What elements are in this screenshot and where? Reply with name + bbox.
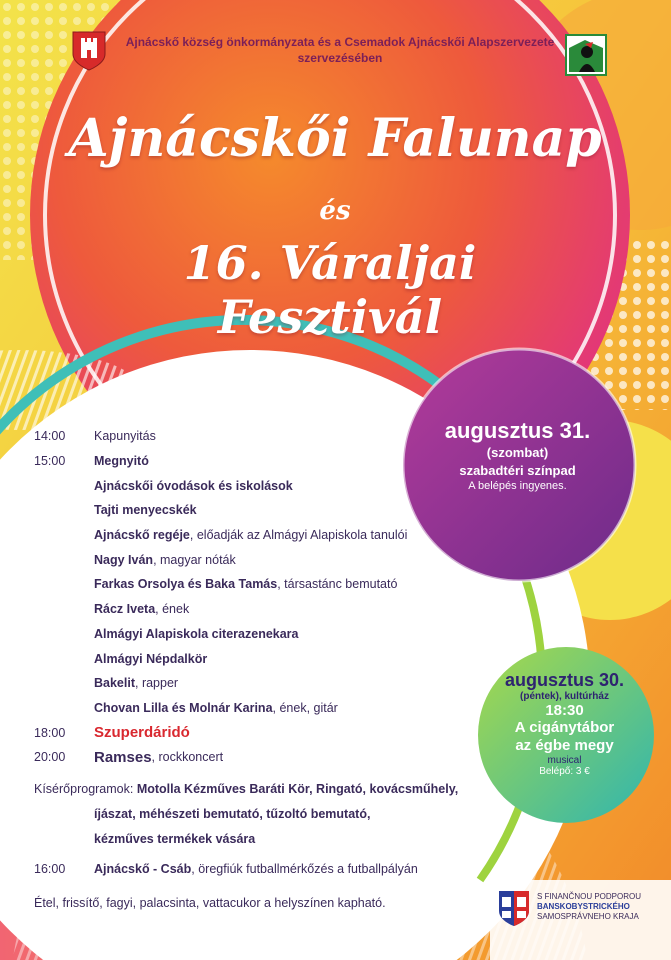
csemadok-logo-icon [565,34,607,76]
program-act: Rácz Iveta [94,602,156,617]
side-programs [34,777,474,852]
program-act: Almágyi Alapiskola citerazenekara [94,626,299,641]
organizer-line1: Ajnácskő község önkormányzata és a Csemadok Ajnácskői Alapszervezete [125,35,555,49]
evening-act-1: Szuperdáridó [94,724,190,742]
organizer-line2: szervezésében [297,51,383,65]
evening-act-2-detail: , rockkoncert [151,750,224,765]
program-row [34,449,464,474]
program-row [34,671,464,696]
sponsor-text [537,892,641,922]
program-row [34,572,464,597]
evening-time-1: 18:00 [34,725,66,740]
program-act: Almágyi Népdalkör [94,651,208,666]
program-detail: , előadják az Almágyi Alapiskola tanulói [189,528,408,543]
program-detail: Kapunyitás [94,429,156,444]
program-time: 14:00 [34,429,66,444]
pre-event-info [487,670,642,777]
program-act: Tajti menyecskék [94,503,197,518]
main-event-venue: szabadtéri színpad [459,463,576,478]
football-detail: , öregfiúk futballmérkőzés a futballpályán [191,862,418,876]
pre-event-time: 18:30 [545,702,584,719]
organizer-text [115,34,565,66]
main-event-day: (szombat) [486,445,549,460]
program-act: Nagy Iván [94,552,154,567]
program-row [34,523,464,548]
title-line1: Ajnácskői Falunap [68,108,602,169]
side-programs-text3: kézműves termékek vására [94,832,256,846]
program-act: Farkas Orsolya és Baka Tamás [94,577,278,592]
program-act: Bakelit [94,676,135,691]
program-detail: , társastánc bemutató [277,577,398,592]
program-row [34,597,464,622]
main-event-note: A belépés ingyenes. [468,480,567,492]
side-programs-label: Kísérőprogramok: [34,782,137,796]
program-row [34,424,464,449]
evening-row-1 [34,720,464,745]
program-act: Ajnácskői óvodások és iskolások [94,478,293,493]
region-crest-icon [497,889,531,927]
pre-event-title-line2: az égbe megy [515,737,614,754]
side-programs-text2: íjászat, méhészeti bemutató, tűzoltó bemutató, [94,807,371,821]
program-act: Chovan Lilla és Molnár Karina [94,700,273,715]
municipality-crest-icon [71,30,107,72]
pre-event-date: augusztus 30. [504,670,625,690]
side-programs-text1: Motolla Kézműves Baráti Kör, Ringató, kovácsműhely, [136,782,459,796]
evening-time-2: 20:00 [34,750,66,765]
program-row [34,547,464,572]
sponsor-line3: SAMOSPRÁVNEHO KRAJA [537,912,639,921]
program-detail: , magyar nóták [153,552,236,567]
program-row [34,498,464,523]
program-act: Ajnácskő regéje [94,528,190,543]
program-list [34,424,464,770]
program-detail: , ének, gitár [272,700,338,715]
pre-event-genre: musical [547,755,582,766]
program-act: Megnyitó [94,454,149,469]
program-detail: , ének [155,602,190,617]
football-row [34,862,418,876]
side-programs-line1 [34,777,474,802]
program-row [34,646,464,671]
title-line2: 16. Váraljai Fesztivál [183,236,477,344]
pre-event-fee: Belépő: 3 € [539,766,590,777]
football-teams: Ajnácskő - Csáb [94,862,192,876]
program-row [34,622,464,647]
football-time: 16:00 [34,862,66,876]
program-row [34,473,464,498]
main-event-date: augusztus 31. [444,418,591,443]
pre-event-day-venue: (péntek), kultúrház [520,691,609,702]
program-detail: , rapper [135,676,179,691]
title-connector: és [319,196,351,226]
program-time: 15:00 [34,454,66,469]
food-note: Étel, frissítő, fagyi, palacsinta, vattacukor a helyszínen kapható. [34,896,386,910]
pre-event-title-line1: A cigánytábor [514,719,615,736]
evening-act-2: Ramses [94,748,152,766]
sponsor-line2: BANSKOBYSTRICKÉHO [537,902,630,911]
program-row [34,696,464,721]
sponsor-line1: S FINANČNOU PODPOROU [537,892,642,901]
evening-row-2 [34,745,464,770]
